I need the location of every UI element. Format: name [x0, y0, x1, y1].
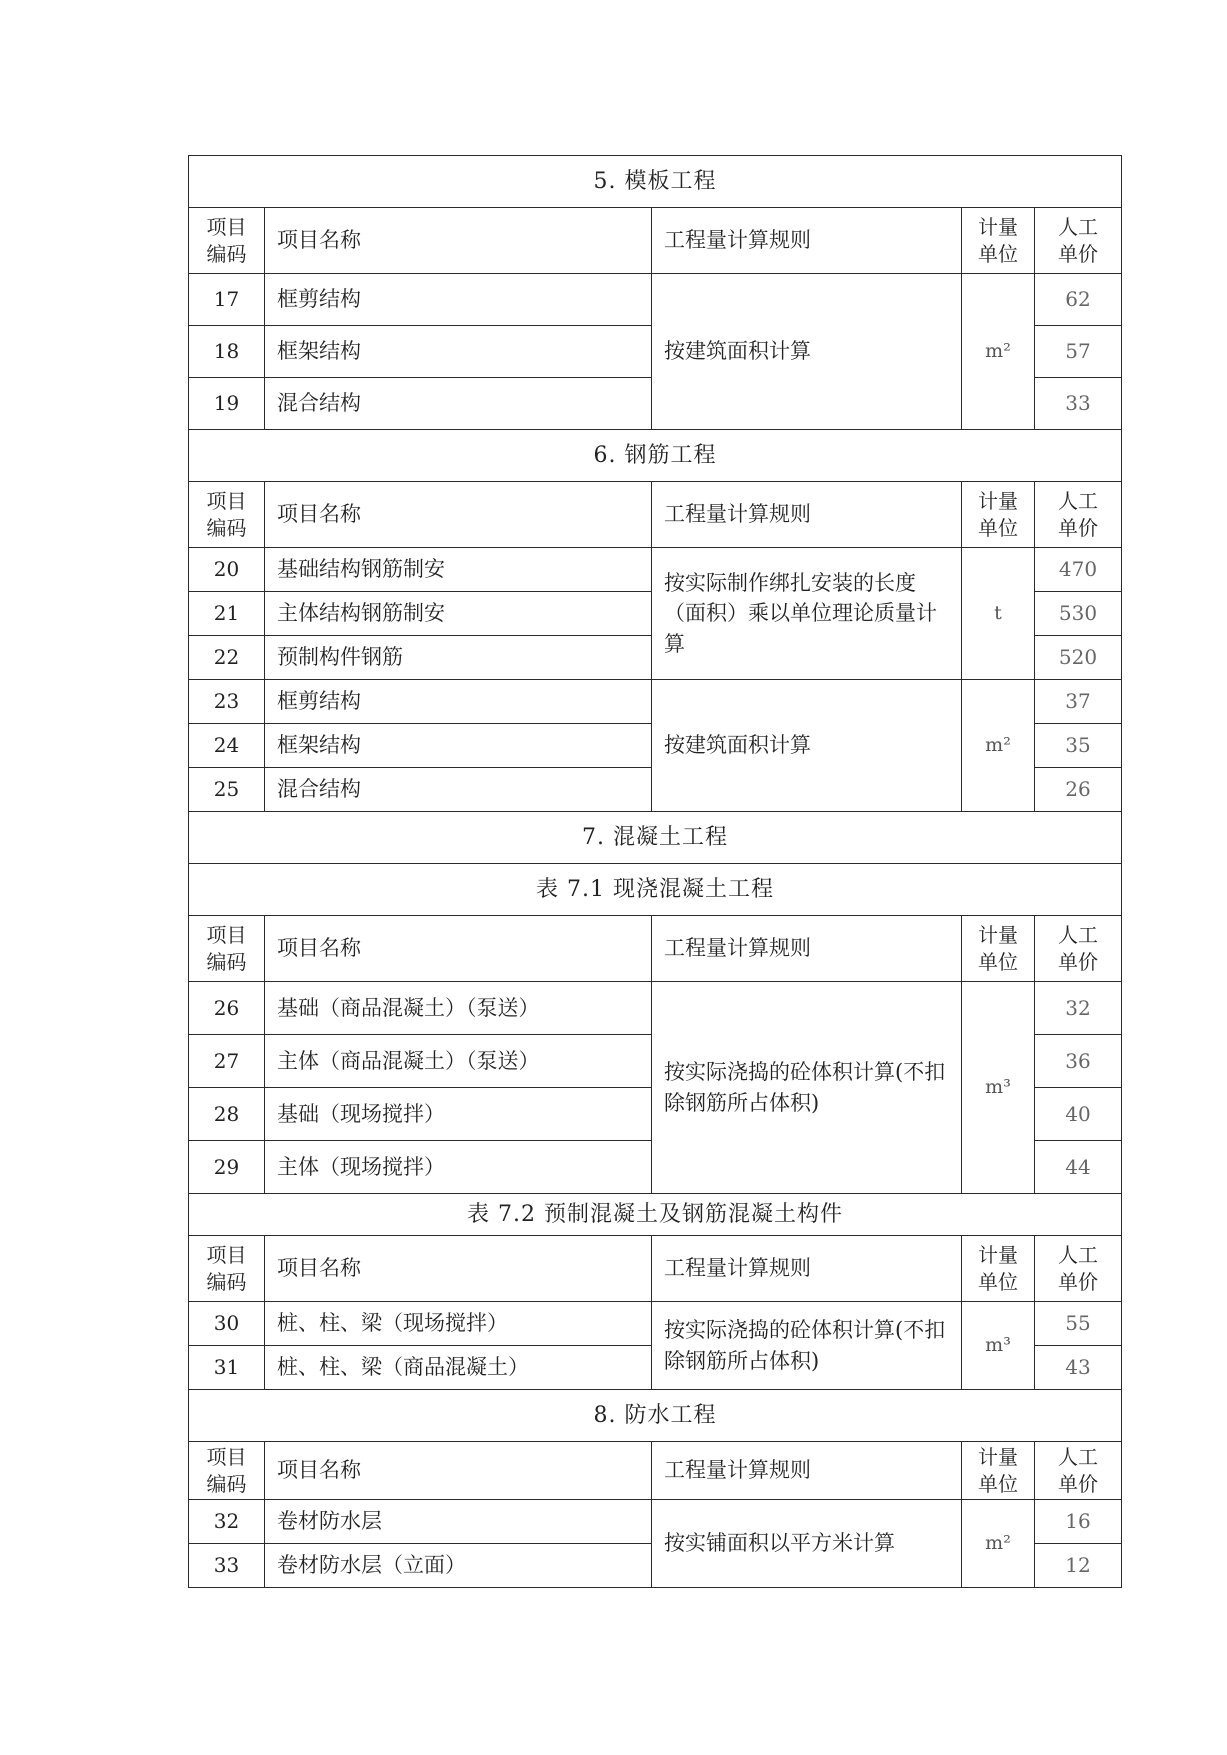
- item-code: 29: [189, 1141, 265, 1194]
- section-formwork: [189, 156, 1122, 208]
- header-name: 项目名称: [265, 1442, 652, 1500]
- header-price: 人工 单价: [1035, 916, 1122, 982]
- calc-rule: 按建筑面积计算: [652, 680, 962, 812]
- unit: t: [962, 548, 1035, 680]
- unit: m²: [962, 1500, 1035, 1588]
- section-title: 5. 模板工程: [189, 156, 1122, 208]
- item-name: 基础（商品混凝土）（泵送）: [265, 982, 652, 1035]
- item-name: 桩、柱、梁（现场搅拌）: [265, 1302, 652, 1346]
- header-rule: 工程量计算规则: [652, 482, 962, 548]
- item-name: 框架结构: [265, 724, 652, 768]
- item-code: 21: [189, 592, 265, 636]
- labor-price: 33: [1035, 378, 1122, 430]
- item-name: 卷材防水层（立面）: [265, 1544, 652, 1588]
- section-rebar: [189, 430, 1122, 482]
- header-price: 人工 单价: [1035, 208, 1122, 274]
- table-row: [189, 548, 1122, 592]
- header-row: [189, 208, 1122, 274]
- calc-rule: 按建筑面积计算: [652, 274, 962, 430]
- section-waterproofing: [189, 1390, 1122, 1442]
- header-row: [189, 1442, 1122, 1500]
- labor-price: 530: [1035, 592, 1122, 636]
- item-code: 32: [189, 1500, 265, 1544]
- subsection-title: 表 7.2 预制混凝土及钢筋混凝土构件: [189, 1194, 1122, 1236]
- header-row: [189, 916, 1122, 982]
- header-name: 项目名称: [265, 208, 652, 274]
- header-name: 项目名称: [265, 482, 652, 548]
- unit: m³: [962, 982, 1035, 1194]
- item-code: 19: [189, 378, 265, 430]
- header-price: 人工 单价: [1035, 1236, 1122, 1302]
- item-code: 28: [189, 1088, 265, 1141]
- item-name: 主体结构钢筋制安: [265, 592, 652, 636]
- labor-price: 12: [1035, 1544, 1122, 1588]
- labor-price: 62: [1035, 274, 1122, 326]
- item-code: 27: [189, 1035, 265, 1088]
- labor-price: 40: [1035, 1088, 1122, 1141]
- labor-price: 36: [1035, 1035, 1122, 1088]
- table-row: [189, 274, 1122, 326]
- item-code: 24: [189, 724, 265, 768]
- calc-rule: 按实际浇捣的砼体积计算(不扣除钢筋所占体积): [652, 982, 962, 1194]
- unit: m³: [962, 1302, 1035, 1390]
- item-code: 25: [189, 768, 265, 812]
- item-name: 卷材防水层: [265, 1500, 652, 1544]
- header-unit: 计量 单位: [962, 482, 1035, 548]
- item-name: 基础结构钢筋制安: [265, 548, 652, 592]
- header-price: 人工 单价: [1035, 1442, 1122, 1500]
- item-code: 23: [189, 680, 265, 724]
- unit: m²: [962, 680, 1035, 812]
- labor-price: 26: [1035, 768, 1122, 812]
- item-name: 预制构件钢筋: [265, 636, 652, 680]
- header-rule: 工程量计算规则: [652, 208, 962, 274]
- labor-price: 470: [1035, 548, 1122, 592]
- header-code: 项目 编码: [189, 1236, 265, 1302]
- labor-price: 520: [1035, 636, 1122, 680]
- quota-table: [188, 155, 1122, 1588]
- item-name: 桩、柱、梁（商品混凝土）: [265, 1346, 652, 1390]
- item-code: 22: [189, 636, 265, 680]
- header-price: 人工 单价: [1035, 482, 1122, 548]
- subsection-title: 表 7.1 现浇混凝土工程: [189, 864, 1122, 916]
- subsection-precast: [189, 1194, 1122, 1236]
- item-name: 混合结构: [265, 378, 652, 430]
- item-name: 框架结构: [265, 326, 652, 378]
- item-name: 基础（现场搅拌）: [265, 1088, 652, 1141]
- item-code: 26: [189, 982, 265, 1035]
- table-row: [189, 1500, 1122, 1544]
- item-name: 混合结构: [265, 768, 652, 812]
- header-code: 项目 编码: [189, 482, 265, 548]
- header-code: 项目 编码: [189, 208, 265, 274]
- unit: m²: [962, 274, 1035, 430]
- header-rule: 工程量计算规则: [652, 1442, 962, 1500]
- header-rule: 工程量计算规则: [652, 916, 962, 982]
- section-concrete: [189, 812, 1122, 864]
- header-rule: 工程量计算规则: [652, 1236, 962, 1302]
- item-name: 框剪结构: [265, 680, 652, 724]
- item-name: 主体（商品混凝土）（泵送）: [265, 1035, 652, 1088]
- header-row: [189, 1236, 1122, 1302]
- labor-price: 32: [1035, 982, 1122, 1035]
- labor-price: 57: [1035, 326, 1122, 378]
- labor-price: 35: [1035, 724, 1122, 768]
- item-code: 18: [189, 326, 265, 378]
- section-title: 6. 钢筋工程: [189, 430, 1122, 482]
- header-unit: 计量 单位: [962, 916, 1035, 982]
- item-code: 33: [189, 1544, 265, 1588]
- header-name: 项目名称: [265, 1236, 652, 1302]
- calc-rule: 按实际浇捣的砼体积计算(不扣除钢筋所占体积): [652, 1302, 962, 1390]
- section-title: 7. 混凝土工程: [189, 812, 1122, 864]
- table-row: [189, 680, 1122, 724]
- labor-price: 37: [1035, 680, 1122, 724]
- header-unit: 计量 单位: [962, 1442, 1035, 1500]
- header-unit: 计量 单位: [962, 1236, 1035, 1302]
- table-row: [189, 982, 1122, 1035]
- item-name: 框剪结构: [265, 274, 652, 326]
- item-code: 17: [189, 274, 265, 326]
- calc-rule: 按实铺面积以平方米计算: [652, 1500, 962, 1588]
- header-code: 项目 编码: [189, 916, 265, 982]
- item-code: 20: [189, 548, 265, 592]
- header-row: [189, 482, 1122, 548]
- table-row: [189, 1302, 1122, 1346]
- labor-price: 44: [1035, 1141, 1122, 1194]
- header-unit: 计量 单位: [962, 208, 1035, 274]
- item-code: 30: [189, 1302, 265, 1346]
- calc-rule: 按实际制作绑扎安装的长度（面积）乘以单位理论质量计算: [652, 548, 962, 680]
- subsection-cast-in-place: [189, 864, 1122, 916]
- header-name: 项目名称: [265, 916, 652, 982]
- header-code: 项目 编码: [189, 1442, 265, 1500]
- item-code: 31: [189, 1346, 265, 1390]
- item-name: 主体（现场搅拌）: [265, 1141, 652, 1194]
- labor-price: 55: [1035, 1302, 1122, 1346]
- labor-price: 43: [1035, 1346, 1122, 1390]
- labor-price: 16: [1035, 1500, 1122, 1544]
- section-title: 8. 防水工程: [189, 1390, 1122, 1442]
